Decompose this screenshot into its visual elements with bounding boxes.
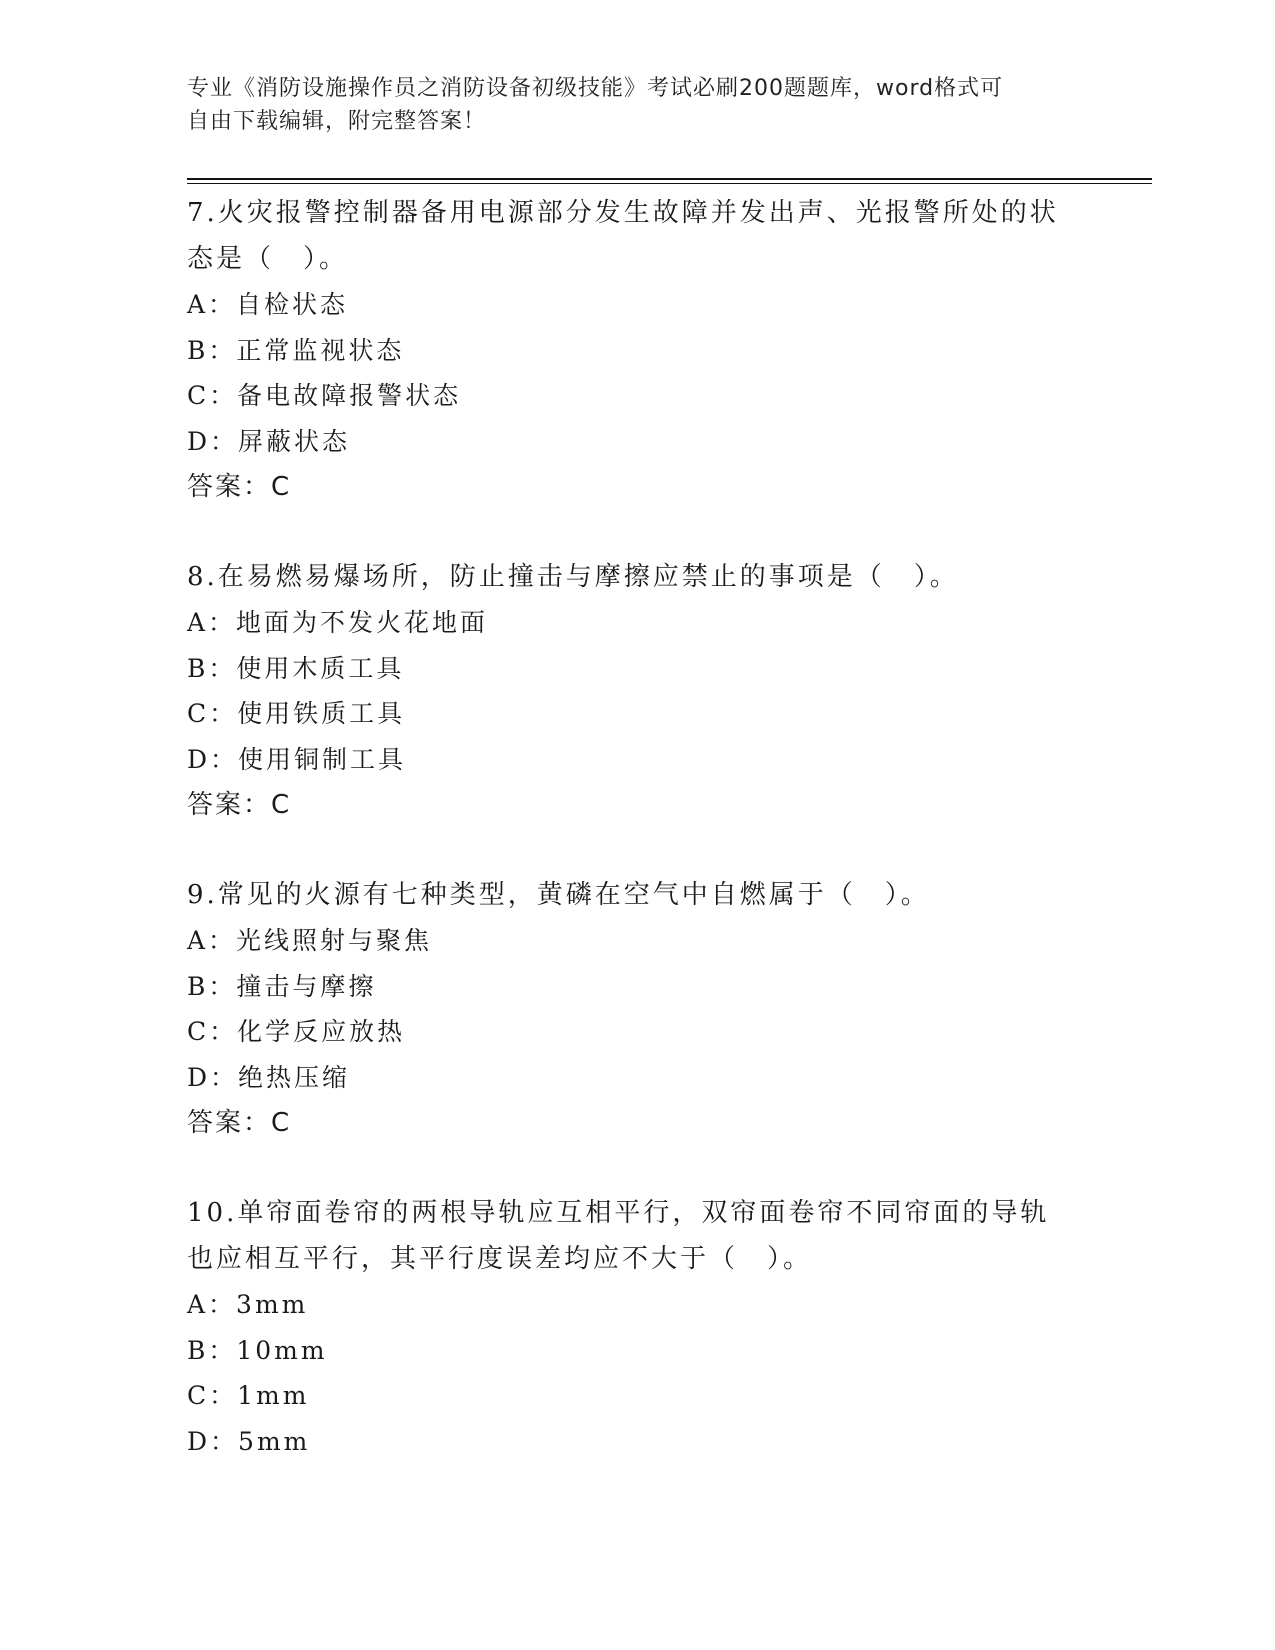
option-c: C：使用铁质工具 — [187, 699, 406, 728]
option-d: D：使用铜制工具 — [187, 744, 407, 774]
option-d: D：屏蔽状态 — [187, 426, 351, 456]
header-line-2: 自由下载编辑，附完整答案！ — [187, 109, 487, 134]
question-9 — [187, 872, 1087, 1146]
document-header — [187, 72, 1067, 138]
option-a: A：自检状态 — [187, 290, 349, 319]
answer: 答案：C — [187, 472, 292, 502]
answer: 答案：C — [187, 790, 292, 820]
question-text: 8.在易燃易爆场所，防止撞击与摩擦应禁止的事项是（ ）。 — [187, 562, 959, 592]
question-list — [187, 190, 1087, 1464]
option-a: A：地面为不发火花地面 — [187, 608, 489, 637]
option-a: A：光线照射与聚焦 — [187, 926, 433, 955]
option-d: D：绝热压缩 — [187, 1062, 351, 1092]
question-10 — [187, 1190, 1087, 1464]
option-b: B：正常监视状态 — [187, 335, 405, 365]
header-rule-thin — [187, 183, 1152, 184]
question-7 — [187, 190, 1087, 510]
option-c: C：备电故障报警状态 — [187, 381, 462, 410]
option-b: B：撞击与摩擦 — [187, 971, 377, 1001]
option-c: C：1mm — [187, 1381, 310, 1410]
question-text: 10.单帘面卷帘的两根导轨应互相平行，双帘面卷帘不同帘面的导轨也应相互平行，其平行度误差均应不大于（ ）。 — [187, 1198, 1050, 1274]
header-line-1: 专业《消防设施操作员之消防设备初级技能》考试必刷200题题库，word格式可 — [187, 76, 1004, 101]
question-8 — [187, 554, 1087, 828]
question-text: 7.火灾报警控制器备用电源部分发生故障并发出声、光报警所处的状态是（ ）。 — [187, 198, 1059, 274]
header-rule-thick — [187, 178, 1152, 180]
option-d: D：5mm — [187, 1426, 311, 1456]
option-c: C：化学反应放热 — [187, 1017, 406, 1046]
option-b: B：使用木质工具 — [187, 653, 405, 683]
answer: 答案：C — [187, 1108, 292, 1138]
option-a: A：3mm — [187, 1290, 309, 1319]
question-text: 9.常见的火源有七种类型，黄磷在空气中自燃属于（ ）。 — [187, 880, 930, 910]
option-b: B：10mm — [187, 1335, 328, 1365]
